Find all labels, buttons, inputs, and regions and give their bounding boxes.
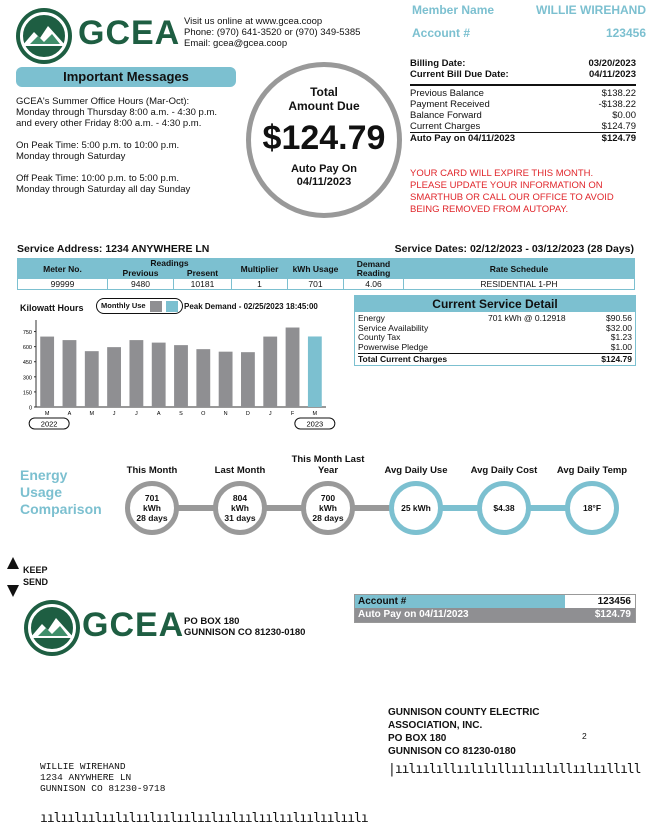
last-month-circle [213, 481, 267, 535]
total-label-line1: Total [310, 85, 338, 99]
due-date-value: 04/11/2023 [588, 69, 636, 80]
remit-line: GUNNISON CO 81230-0180 [388, 746, 516, 757]
stub-autopay-row [355, 608, 635, 622]
bar [286, 328, 300, 407]
due-date-row [410, 69, 636, 80]
table-row [18, 279, 635, 290]
peak-demand: Peak Demand - 02/25/2023 18:45:00 [184, 302, 318, 311]
current-service-detail [354, 295, 636, 366]
comparison-title-line: Energy [20, 467, 68, 483]
remit-line: PO BOX 180 [388, 733, 447, 744]
message-line: On Peak Time: 5:00 p.m. to 10:00 p.m. [16, 140, 180, 151]
demand-header: Demand Reading [344, 259, 404, 279]
year-start-label: 2022 [40, 419, 58, 429]
summary-label: Current Charges [410, 121, 481, 132]
comparison-title-line: Comparison [20, 501, 102, 517]
logo-text: GCEA [78, 14, 181, 52]
legend-swatch-current [166, 301, 178, 312]
bar [196, 349, 210, 407]
detail-total-label: Total Current Charges [358, 354, 448, 364]
detail-label: Powerwise Pledge [358, 341, 428, 352]
avg-daily-cost-circle [477, 481, 531, 535]
stub-account-number: 123456 [565, 595, 635, 608]
comparison-unit: kWh [231, 503, 249, 513]
billing-date-label: Billing Date: [410, 58, 466, 69]
x-tick-label: S [179, 411, 183, 417]
detail-rate [488, 343, 611, 353]
summary-label: Payment Received [410, 99, 490, 110]
rate-header: Rate Schedule [404, 259, 635, 279]
comparison-value: 701 [144, 493, 160, 503]
chart-title: Kilowatt Hours [20, 303, 84, 313]
rate-schedule: RESIDENTIAL 1-PH [404, 279, 635, 290]
remit-barcode: |ıılıılıllıılılıllıılıılıllıılııllıll [388, 762, 641, 777]
account-number: 123456 [605, 26, 646, 40]
comparison-value: 700 [320, 493, 336, 503]
bar [152, 343, 166, 407]
x-tick-label: O [201, 411, 206, 417]
contact-phone: Phone: (970) 641-3520 or (970) 349-5385 [184, 27, 361, 38]
stub-account-label: Account # [358, 596, 407, 607]
detail-rate: 701 kWh @ 0.12918 [488, 313, 566, 323]
bar [174, 345, 188, 407]
stub-autopay-label: Auto Pay on 04/11/2023 [358, 609, 469, 620]
autopay-date: 04/11/2023 [296, 176, 352, 188]
stub-address-line: GUNNISON CO 81230-0180 [184, 627, 306, 638]
detail-value: $32.00 [606, 322, 632, 333]
stub-account-box [354, 594, 636, 623]
detail-value: $90.56 [606, 313, 632, 323]
meter-table [17, 258, 635, 290]
detail-value: $1.00 [610, 341, 632, 352]
comparison-label: This Month [126, 465, 178, 476]
detail-total-row [358, 353, 632, 365]
last-year-circle [301, 481, 355, 535]
summary-value: $124.79 [601, 133, 636, 144]
summary-row-autopay [410, 132, 636, 144]
detail-label: Service Availability [358, 322, 429, 333]
warning-line: SMARTHUB OR CALL OUR OFFICE TO AVOID [410, 192, 614, 203]
x-tick-label: J [135, 411, 138, 417]
message-line: GCEA's Summer Office Hours (Mar-Oct): [16, 96, 190, 107]
billing-summary [410, 58, 636, 216]
usage-chart [16, 296, 346, 441]
x-tick-label: J [112, 411, 116, 417]
multiplier: 1 [232, 279, 288, 290]
x-tick-label: J [268, 411, 272, 417]
summary-label: Balance Forward [410, 110, 482, 121]
summary-value: $0.00 [612, 110, 636, 121]
remit-line: GUNNISON COUNTY ELECTRIC [388, 707, 540, 718]
member-name-label: Member Name [412, 3, 495, 17]
comparison-value: 25 kWh [401, 503, 431, 513]
comparison-days: 28 days [312, 513, 344, 523]
summary-row [410, 99, 636, 110]
x-tick-label: F [290, 411, 295, 417]
bar [263, 337, 277, 407]
detail-rate [488, 333, 611, 343]
y-tick-label: 150 [22, 390, 32, 397]
mail-line: 1234 ANYWHERE LN [40, 772, 132, 783]
contact-info [184, 16, 360, 49]
detail-title: Current Service Detail [355, 296, 635, 312]
keep-label: KEEP [23, 565, 48, 575]
bar [308, 336, 322, 407]
summary-value: $138.22 [601, 88, 636, 99]
autopay-label: Auto Pay On [290, 163, 357, 175]
comparison-value: $4.38 [493, 503, 515, 513]
billing-date-row [410, 58, 636, 69]
comparison-label: Avg Daily Temp [556, 465, 628, 476]
page-number: 2 [582, 731, 587, 741]
detail-rate [488, 324, 606, 334]
message-line: Off Peak Time: 10:00 p.m. to 5:00 p.m. [16, 173, 179, 184]
warning-line: PLEASE UPDATE YOUR INFORMATION ON [410, 180, 603, 191]
comparison-unit: kWh [319, 503, 337, 513]
stub-address-line: PO BOX 180 [184, 616, 240, 627]
keep-send-arrow-icon [6, 557, 20, 597]
avg-daily-use-circle [389, 481, 443, 535]
remit-line: ASSOCIATION, INC. [388, 720, 483, 731]
bar [241, 352, 255, 407]
send-label: SEND [23, 577, 49, 587]
meter-no-header: Meter No. [18, 259, 108, 279]
comparison-unit: kWh [143, 503, 161, 513]
detail-label: Energy [358, 313, 385, 323]
x-tick-label: D [245, 411, 250, 417]
bar [85, 351, 99, 407]
readings-header: Readings [108, 259, 232, 269]
y-tick-label: 750 [22, 330, 32, 337]
account-label: Account # [412, 26, 471, 40]
stub-autopay-value: $124.79 [594, 609, 631, 620]
stub-address [184, 616, 305, 638]
x-tick-label: M [312, 411, 318, 417]
bar-chart-svg [16, 314, 346, 441]
message-line: Monday through Thursday 8:00 a.m. - 4:30 p.m. [16, 107, 218, 118]
kwh-header: kWh Usage [288, 259, 344, 279]
gcea-logo [16, 8, 72, 64]
autopay-warning [410, 168, 636, 216]
x-tick-label: N [223, 411, 228, 417]
summary-label: Previous Balance [410, 88, 484, 99]
comparison-value: 18°F [582, 503, 602, 513]
kwh-usage: 701 [288, 279, 344, 290]
detail-rows [355, 312, 635, 365]
mail-line: GUNNISON CO 81230-9718 [40, 783, 166, 794]
legend-label: Monthly Use [101, 301, 146, 310]
total-label-line2: Amount Due [288, 99, 360, 113]
legend-swatch-history [150, 301, 162, 312]
detail-value: $1.23 [610, 332, 632, 342]
bar [219, 352, 233, 407]
summary-block [410, 84, 636, 144]
keep-send-arrows [6, 557, 20, 602]
avg-daily-temp-circle [565, 481, 619, 535]
x-tick-label: M [44, 411, 50, 417]
previous-reading: 9480 [108, 279, 174, 290]
year-end-label: 2023 [306, 419, 324, 429]
summary-label: Auto Pay on 04/11/2023 [410, 133, 516, 144]
remit-address [388, 706, 540, 758]
multiplier-header: Multiplier [232, 259, 288, 279]
comparison-days: 31 days [224, 513, 256, 523]
mailing-address [40, 761, 165, 794]
detail-total-value: $124.79 [601, 354, 632, 364]
service-dates: Service Dates: 02/12/2023 - 03/12/2023 (28 Days) [394, 243, 634, 255]
billing-date-value: 03/20/2023 [588, 58, 636, 69]
y-tick-label: 600 [22, 345, 32, 352]
this-month-circle [125, 481, 179, 535]
warning-line: BEING REMOVED FROM AUTOPAY. [410, 204, 569, 215]
mailing-barcode: ıılıılıılıılılıılıılıılıılıılıılıılıılıılıılıılı [40, 811, 368, 826]
x-tick-label: A [156, 411, 161, 417]
comparison-value: 804 [232, 493, 248, 503]
present-header: Present [174, 269, 232, 279]
bar [107, 347, 121, 407]
warning-line: YOUR CARD WILL EXPIRE THIS MONTH. [410, 168, 594, 179]
mail-line: WILLIE WIREHAND [40, 761, 126, 772]
summary-row [410, 121, 636, 132]
x-tick-label: A [67, 411, 72, 417]
comparison-label: Avg Daily Use [384, 465, 448, 476]
comparison-label: Last Month [214, 465, 266, 476]
legend [96, 298, 183, 314]
detail-row [358, 343, 632, 353]
present-reading: 10181 [174, 279, 232, 290]
comparison-title [20, 467, 102, 518]
important-messages-title: Important Messages [16, 67, 236, 87]
bar [63, 340, 77, 407]
total-amount: $124.79 [262, 119, 386, 157]
stub-logo [24, 600, 80, 656]
important-messages-body [16, 96, 246, 195]
total-amount-due-circle [246, 62, 402, 218]
previous-header: Previous [108, 269, 174, 279]
comparison-title-line: Usage [20, 484, 63, 500]
mountain-logo-icon [24, 600, 80, 656]
summary-value: -$138.22 [598, 99, 636, 110]
message-line: Monday through Saturday all day Sunday [16, 184, 191, 195]
bar [40, 337, 54, 407]
member-name: WILLIE WIREHAND [536, 3, 646, 17]
comparison-label: Avg Daily Cost [470, 465, 538, 476]
summary-value: $124.79 [601, 121, 636, 132]
y-tick-label: 450 [22, 360, 32, 367]
bar [129, 340, 143, 407]
stub-logo-text: GCEA [82, 606, 185, 644]
contact-email: Email: gcea@gcea.coop [184, 38, 288, 49]
comparison-days: 28 days [136, 513, 168, 523]
detail-label: County Tax [358, 332, 401, 342]
summary-row [410, 110, 636, 121]
due-date-label: Current Bill Due Date: [410, 69, 509, 80]
stub-account-row [355, 595, 635, 608]
y-tick-label: 0 [28, 405, 32, 412]
demand-reading: 4.06 [344, 279, 404, 290]
message-line: Monday through Saturday [16, 151, 126, 162]
message-line: and every other Friday 8:00 a.m. - 4:30 p.m. [16, 118, 202, 129]
meter-no: 99999 [18, 279, 108, 290]
y-tick-label: 300 [22, 375, 32, 382]
contact-website: Visit us online at www.gcea.coop [184, 16, 323, 27]
mountain-logo-icon [16, 8, 72, 64]
summary-row [410, 88, 636, 99]
service-address: Service Address: 1234 ANYWHERE LN [17, 243, 210, 255]
comparison-label: This Month Last Year [291, 454, 365, 476]
x-tick-label: M [89, 411, 95, 417]
